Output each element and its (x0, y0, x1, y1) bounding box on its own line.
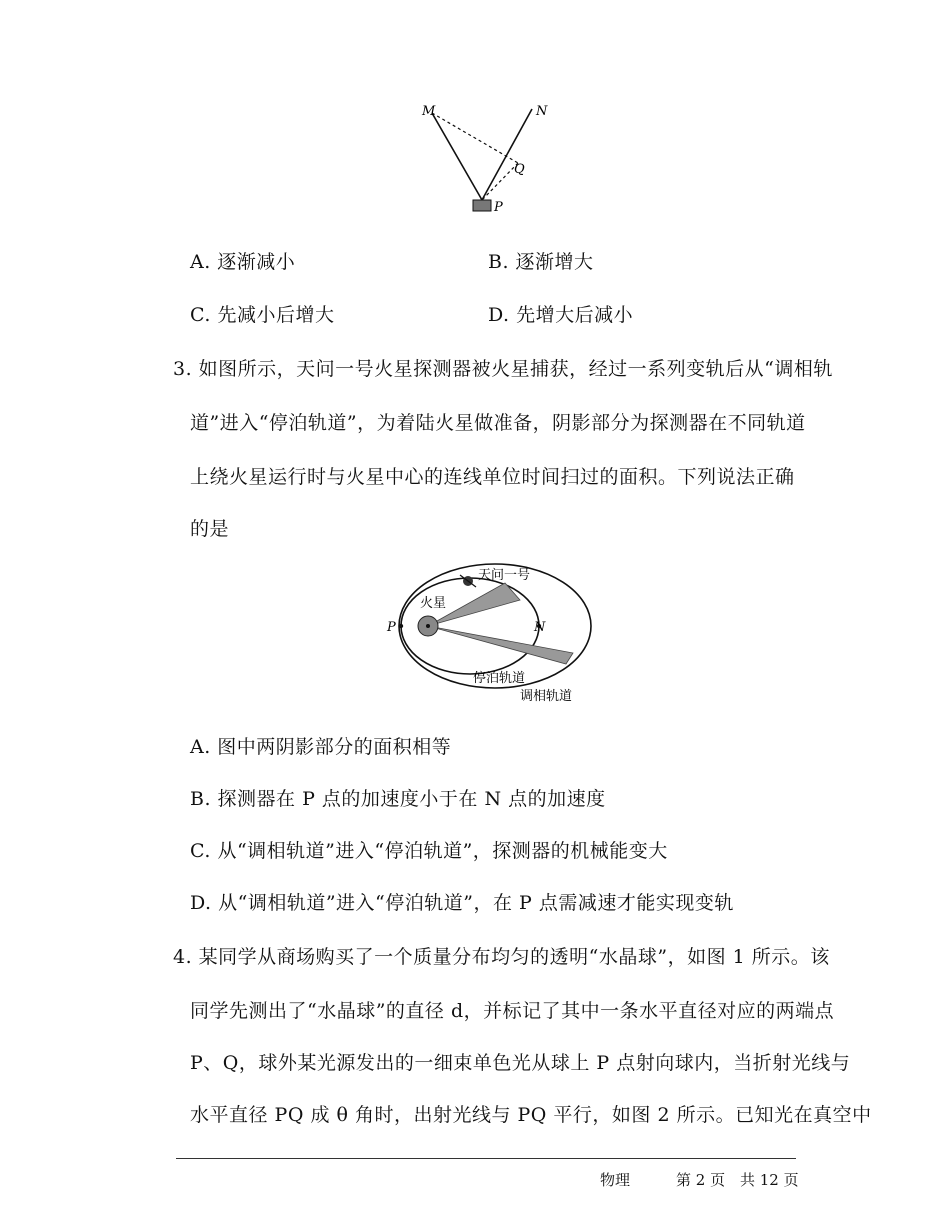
label-parking-orbit: 停泊轨道 (473, 671, 526, 686)
point-p (399, 624, 403, 628)
q2-figure (410, 95, 560, 220)
q3-option-c: C. 从“调相轨道”进入“停泊轨道”，探测器的机械能变大 (190, 840, 668, 862)
q3-orbit-figure (380, 558, 600, 708)
mars-center (426, 624, 430, 628)
footer-rule (176, 1158, 796, 1159)
label-q: Q (514, 162, 525, 177)
shaded-sector-phasing (428, 626, 573, 664)
q4-stem-line-1: 4. 某同学从商场购买了一个质量分布均匀的透明“水晶球”，如图 1 所示。该 (173, 946, 830, 968)
footer-subject: 物理 (600, 1171, 631, 1189)
q3-stem-line-4: 的是 (190, 518, 230, 540)
label-probe: 天问一号 (478, 568, 531, 583)
rope-mp (432, 113, 482, 200)
q2-option-b: B. 逐渐增大 (488, 251, 594, 273)
q3-option-d: D. 从“调相轨道”进入“停泊轨道”，在 P 点需减速才能实现变轨 (190, 892, 734, 914)
footer-total: 共 12 页 (740, 1171, 799, 1189)
label-p: P (494, 200, 503, 215)
q3-option-a: A. 图中两阴影部分的面积相等 (190, 736, 452, 758)
label-m: M (422, 104, 436, 119)
q4-stem-line-4: 水平直径 PQ 成 θ 角时，出射光线与 PQ 平行，如图 2 所示。已知光在真空中 (190, 1104, 872, 1126)
q2-option-c: C. 先减小后增大 (190, 304, 335, 326)
q3-stem-line-3: 上绕火星运行时与火星中心的连线单位时间扫过的面积。下列说法正确 (190, 466, 795, 488)
block (473, 200, 491, 211)
label-phasing-orbit: 调相轨道 (520, 689, 573, 704)
q3-stem-line-1: 3. 如图所示，天问一号火星探测器被火星捕获，经过一系列变轨后从“调相轨 (173, 358, 833, 380)
rope-np (482, 109, 532, 200)
q2-option-a: A. 逐渐减小 (190, 251, 296, 273)
label-mars: 火星 (420, 596, 447, 611)
q3-option-b: B. 探测器在 P 点的加速度小于在 N 点的加速度 (190, 788, 606, 810)
label-n: N (536, 104, 548, 119)
q4-stem-line-2: 同学先测出了“水晶球”的直径 d，并标记了其中一条水平直径对应的两端点 (190, 1000, 835, 1022)
dashed-mq (432, 113, 518, 163)
footer-page: 第 2 页 (676, 1171, 726, 1189)
label-n: N (534, 620, 546, 635)
q4-stem-line-3: P、Q，球外某光源发出的一细束单色光从球上 P 点射向球内，当折射光线与 (190, 1052, 851, 1074)
q3-stem-line-2: 道”进入“停泊轨道”，为着陆火星做准备，阴影部分为探测器在不同轨道 (190, 412, 806, 434)
q2-option-d: D. 先增大后减小 (488, 304, 634, 326)
label-p: P (387, 620, 396, 635)
